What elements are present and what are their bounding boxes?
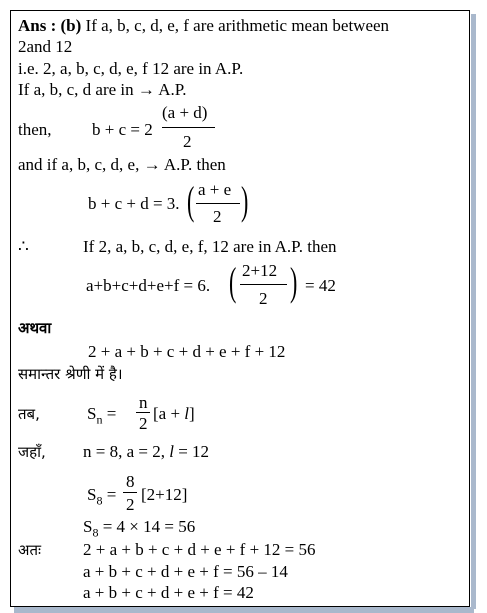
final-line-1: 2 + a + b + c + d + e + f + 12 = 56: [83, 540, 316, 559]
eq2-numerator: a + e: [198, 180, 232, 199]
answer-line-1: [18, 16, 389, 36]
ap-text: A.P.: [158, 80, 187, 99]
atah-label: अतः: [18, 541, 42, 559]
hindi-ap-text: समान्तर श्रेणी में है।: [18, 365, 123, 383]
s8-equals: =: [106, 485, 117, 504]
ap-then-text: A.P. then: [163, 155, 226, 174]
ap-condition-text: If a, b, c, d are in: [18, 80, 134, 99]
ap-sequence-text: and if a, b, c, d, e,: [18, 155, 140, 174]
s8-result-subscript: 8: [92, 525, 99, 540]
arrow-icon: →: [137, 80, 155, 99]
answer-line-4: [18, 80, 187, 100]
sn-rhs-l: l: [184, 404, 190, 423]
values-line: [83, 442, 209, 462]
s8-result-symbol: S: [83, 517, 93, 536]
eq2-denominator: 2: [213, 207, 222, 226]
eq3-lhs: a+b+c+d+e+f = 6.: [86, 276, 211, 295]
sn-rhs: [153, 404, 195, 424]
sn-formula: [87, 404, 116, 429]
s8-denominator: 2: [126, 495, 135, 514]
final-line-2: a + b + c + d + e + f = 56 – 14: [83, 562, 288, 581]
answer-line-6: If 2, a, b, c, d, e, f, 12 are in A.P. then: [83, 237, 337, 256]
eq2-right-paren: ): [240, 178, 249, 223]
eq3-fraction-bar: [240, 284, 287, 285]
s8-result-value: = 4 × 14 = 56: [102, 517, 196, 536]
box-shadow-bottom: [14, 607, 474, 613]
eq1-lhs: b + c = 2: [92, 120, 153, 139]
box-shadow-right: [471, 14, 476, 609]
eq1-denominator: 2: [183, 132, 192, 151]
arrow-icon: →: [143, 155, 161, 174]
jahan-label: जहाँ,: [18, 443, 46, 461]
eq3-rhs: = 42: [305, 276, 336, 295]
eq1-numerator: (a + d): [162, 103, 208, 122]
sn-fraction-bar: [136, 412, 150, 413]
eq3-left-paren: (: [228, 259, 237, 304]
sn-numerator: n: [139, 393, 148, 412]
answer-text-1: If a, b, c, d, e, f are arithmetic mean between: [85, 16, 390, 35]
eq2-left-paren: (: [186, 178, 195, 223]
s8-rhs: [2+12]: [141, 485, 188, 504]
answer-line-5: [18, 155, 226, 175]
eq3-right-paren: ): [289, 259, 298, 304]
eq2-lhs: b + c + d = 3.: [88, 194, 180, 213]
therefore-symbol: ∴: [18, 237, 29, 256]
eq4: 2 + a + b + c + d + e + f + 12: [88, 342, 286, 361]
eq1-fraction-bar: [162, 127, 215, 128]
sn-symbol: S: [87, 404, 97, 423]
s8-symbol: S: [87, 485, 97, 504]
s8-fraction-bar: [123, 492, 137, 493]
sn-denominator: 2: [139, 414, 148, 433]
then-label: then,: [18, 120, 52, 139]
eq3-numerator: 2+12: [242, 261, 278, 280]
athva-heading: अथवा: [18, 319, 52, 337]
tab-label: तब,: [18, 405, 40, 423]
s8-subscript: 8: [96, 493, 103, 508]
sn-equals: =: [106, 404, 117, 423]
final-line-3: a + b + c + d + e + f = 42: [83, 583, 254, 602]
answer-line-3: i.e. 2, a, b, c, d, e, f 12 are in A.P.: [18, 59, 244, 78]
sn-subscript: n: [96, 412, 103, 427]
sn-rhs-a: [a +: [153, 404, 181, 423]
values-l: l: [169, 442, 174, 461]
sn-rhs-close: ]: [189, 404, 195, 423]
values-n-a: n = 8, a = 2,: [83, 442, 165, 461]
answer-label: Ans : (b): [18, 16, 82, 35]
s8-result: [83, 517, 195, 542]
s8-numerator: 8: [126, 472, 135, 491]
values-l-value: = 12: [178, 442, 210, 461]
answer-line-2: 2and 12: [18, 37, 73, 56]
s8-formula: [87, 485, 116, 510]
eq2-fraction-bar: [196, 203, 240, 204]
eq3-denominator: 2: [259, 289, 268, 308]
